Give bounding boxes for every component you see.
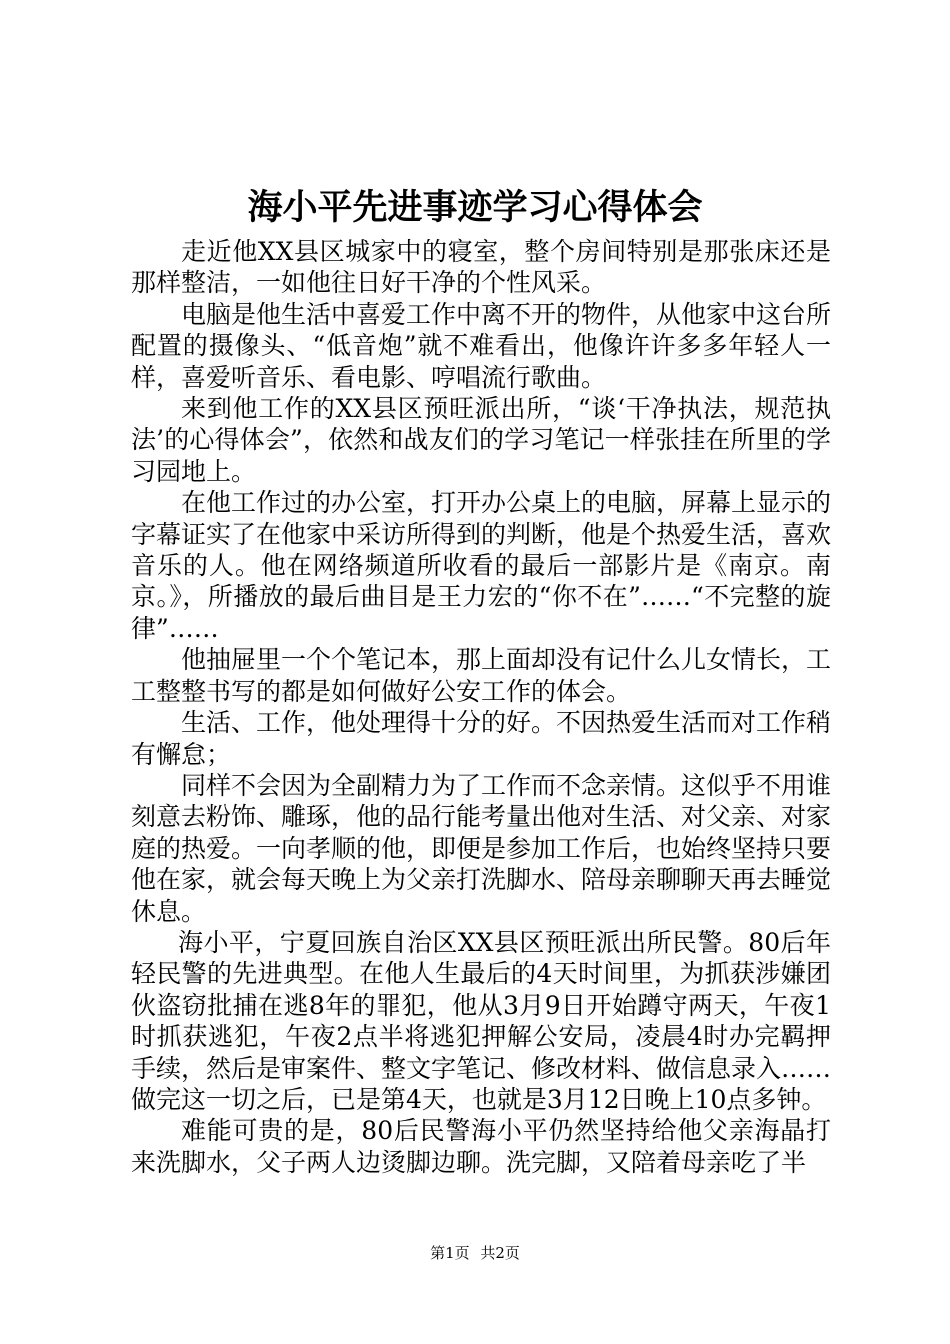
paragraph-2: 电脑是他生活中喜爱工作中离不开的物件，从他家中这台所配置的摄像头、“低音炮”就不难看出，他像许许多多年轻人一样，喜爱听音乐、看电影、哼唱流行歌曲。 (131, 299, 832, 392)
paragraph-3: 来到他工作的XX县区预旺派出所，“谈‘干净执法，规范执法’的心得体会”，依然和战友们的学习笔记一样张挂在所里的学习园地上。 (131, 394, 831, 486)
page-number: 第1页 (430, 1244, 470, 1262)
paragraph-7: 同样不会因为全副精力为了工作而不念亲情。这似乎不用谁刻意去粉饰、雕琢，他的品行能考量出他对生活、对父亲、对家庭的热爱。一向孝顺的他，即便是参加工作后，也始终坚持只要他在家，就会每天晚上为父亲打洗脚水、陪母亲聊聊天再去睡觉休息。 (131, 770, 832, 926)
paragraph-6: 生活、工作，他处理得十分的好。不因热爱生活而对工作稍有懈怠； (131, 708, 832, 769)
paragraph-1: 走近他XX县区城家中的寝室，整个房间特别是那张床还是那样整洁，一如他往日好干净的个性风采。 (131, 237, 831, 298)
page-footer (0, 1243, 950, 1263)
paragraph-8: 海小平，宁夏回族自治区XX县区预旺派出所民警。80后年轻民警的先进典型。在他人生最后的4天时间里，为抓获涉嫌团伙盗窃批捕在逃8年的罪犯，他从3月9日开始蹲守两天，午夜1时抓获逃犯，午夜2点半将逃犯押解公安局，凌晨4时办完羁押手续，然后是审案件、整文字笔记、修改材料、做信息录入……做完这一切之后，已是第4天，也就是3月12日晚上10点多钟。 (131, 927, 832, 1114)
paragraph-4: 在他工作过的办公室，打开办公桌上的电脑，屏幕上显示的字幕证实了在他家中采访所得到的判断，他是个热爱生活，喜欢音乐的人。他在网络频道所收看的最后一部影片是《南京。南京。》，所播放的最后曲目是王力宏的“你不在”……“不完整的旋律”…… (131, 488, 832, 643)
document-body (131, 236, 831, 1178)
page-total: 共2页 (480, 1244, 520, 1262)
document-title: 海小平先进事迹学习心得体会 (247, 187, 703, 228)
paragraph-9: 难能可贵的是，80后民警海小平仍然坚持给他父亲海晶打来洗脚水，父子两人边烫脚边聊。洗完脚，又陪着母亲吃了半 (131, 1116, 831, 1177)
paragraph-5: 他抽屉里一个个笔记本，那上面却没有记什么儿女情长，工工整整书写的都是如何做好公安工作的体会。 (131, 645, 832, 706)
